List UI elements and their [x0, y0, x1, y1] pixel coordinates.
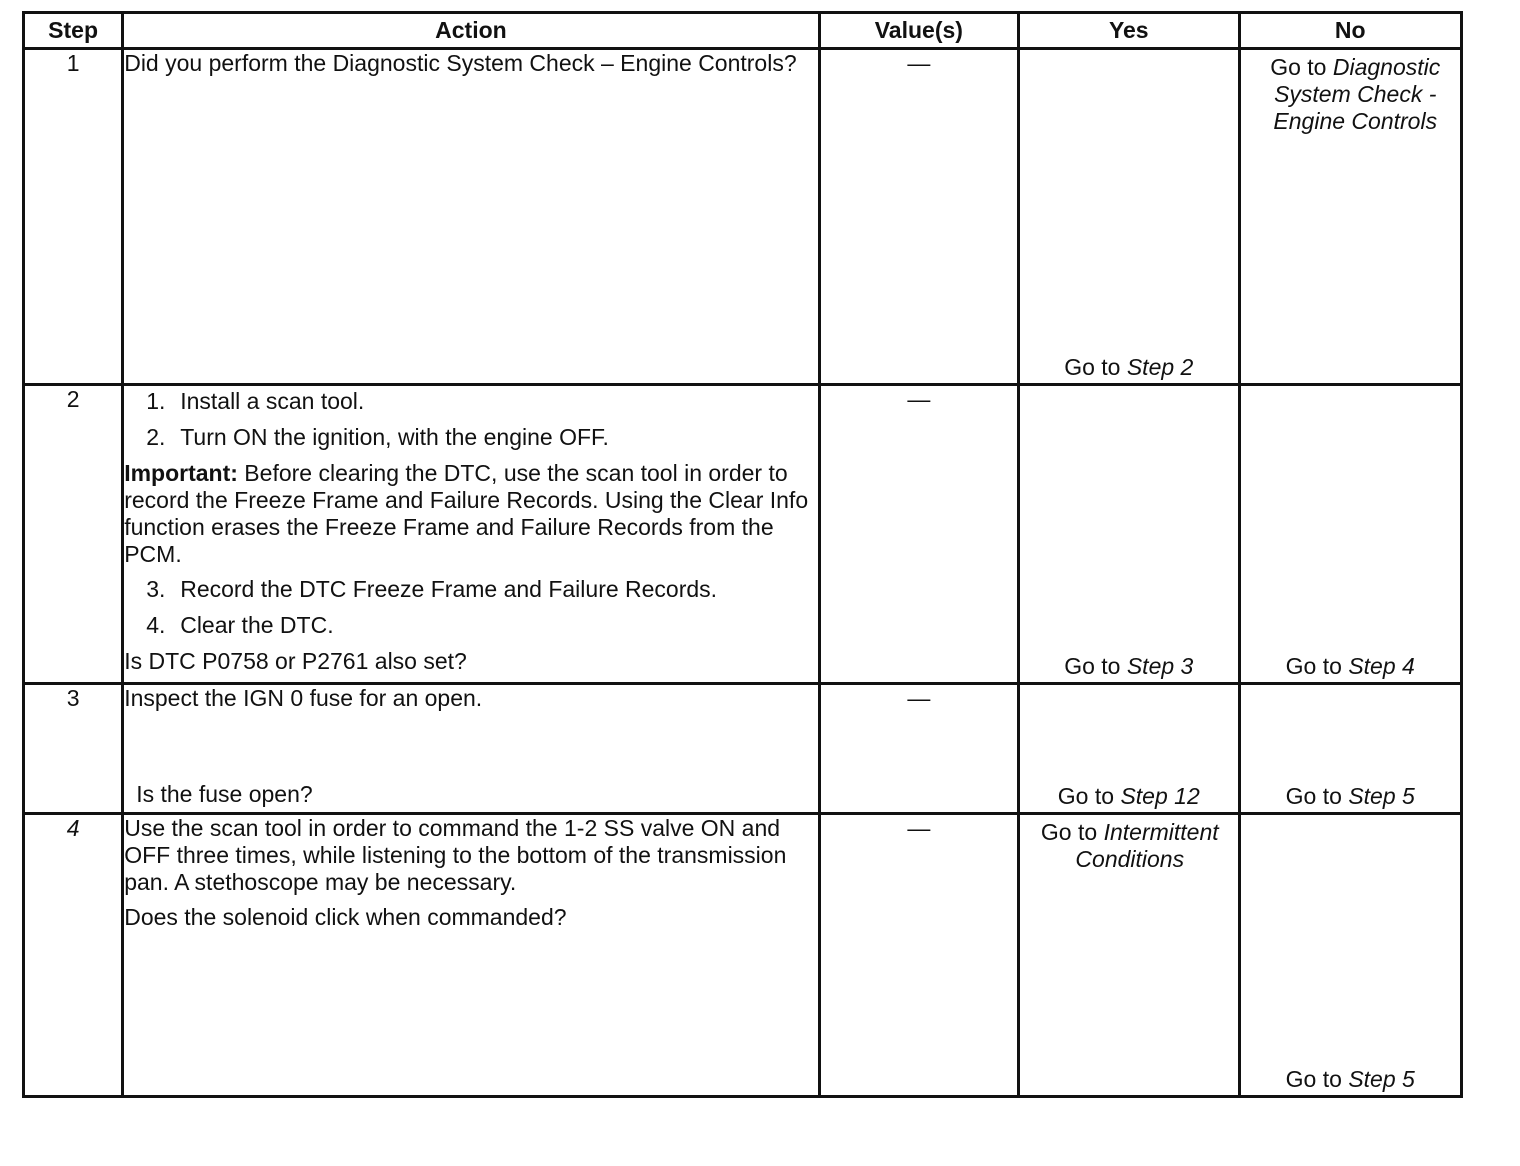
- no-cell: [1239, 684, 1462, 814]
- yes-cell: [1019, 814, 1239, 1097]
- value-text: —: [907, 685, 931, 711]
- value-cell: [819, 814, 1018, 1097]
- value-text: —: [907, 815, 931, 841]
- yes-goto[interactable]: [1020, 354, 1237, 381]
- no-goto[interactable]: [1241, 653, 1461, 680]
- value-text: —: [907, 386, 931, 412]
- action-cell: [123, 814, 819, 1097]
- no-goto-prefix: Go to: [1270, 54, 1333, 80]
- no-goto-prefix: Go to: [1285, 1066, 1349, 1092]
- header-step: Step: [24, 13, 123, 49]
- yes-cell: [1019, 684, 1239, 814]
- no-cell: [1239, 385, 1462, 684]
- action-text: Inspect the IGN 0 fuse for an open.: [124, 685, 483, 711]
- no-goto-prefix: Go to: [1285, 653, 1349, 679]
- list-item-text: Install a scan tool.: [180, 388, 365, 414]
- list-item-number: 1.: [146, 388, 166, 414]
- list-item-text: Turn ON the ignition, with the engine OFF.: [180, 424, 609, 450]
- action-text: Did you perform the Diagnostic System Check – Engine Controls?: [124, 50, 797, 76]
- list-item-number: 4.: [146, 612, 166, 638]
- yes-cell: [1019, 49, 1239, 385]
- list-item-number: 3.: [146, 576, 166, 602]
- yes-goto[interactable]: [1020, 783, 1237, 810]
- action-list-a: [124, 388, 817, 451]
- header-action: Action: [123, 13, 819, 49]
- no-goto-link[interactable]: Step 4: [1348, 653, 1415, 679]
- table-row-step-1: [24, 49, 1462, 385]
- yes-goto[interactable]: [1020, 653, 1237, 680]
- yes-goto-link[interactable]: Step 12: [1120, 783, 1200, 809]
- table-row-step-2: [24, 385, 1462, 684]
- value-cell: [819, 385, 1018, 684]
- action-question: Is DTC P0758 or P2761 also set?: [124, 648, 467, 674]
- header-values: Value(s): [819, 13, 1018, 49]
- header-yes: Yes: [1019, 13, 1239, 49]
- list-item-text: Clear the DTC.: [180, 612, 334, 638]
- yes-goto-prefix: Go to: [1064, 653, 1127, 679]
- action-question: Does the solenoid click when commanded?: [124, 904, 567, 930]
- no-goto-link[interactable]: Diagnostic System Check - Engine Controls: [1273, 54, 1441, 134]
- table-row-step-4: [24, 814, 1462, 1097]
- list-item: [124, 424, 817, 451]
- action-text: Use the scan tool in order to command the 1-2 SS valve ON and OFF three times, while listening to the bottom of the transmission pan. A stethoscope may be necessary.: [124, 815, 787, 895]
- no-goto-link[interactable]: Step 5: [1348, 1066, 1415, 1092]
- step-number: [24, 814, 123, 1097]
- list-item: [124, 388, 817, 415]
- action-cell: [123, 49, 819, 385]
- important-label: Important:: [124, 460, 238, 486]
- no-goto-link[interactable]: Step 5: [1348, 783, 1415, 809]
- no-goto[interactable]: [1241, 783, 1461, 810]
- no-goto-prefix: Go to: [1285, 783, 1349, 809]
- no-goto[interactable]: [1241, 50, 1461, 135]
- step-number: 1: [24, 49, 123, 385]
- yes-cell: [1019, 385, 1239, 684]
- yes-goto-link[interactable]: Step 3: [1126, 653, 1194, 679]
- diagnostic-table: [22, 11, 1463, 1098]
- no-goto[interactable]: [1241, 1066, 1461, 1093]
- table-row-step-3: [24, 684, 1462, 814]
- important-note: [124, 460, 817, 568]
- action-cell: [123, 385, 819, 684]
- header-no: No: [1239, 13, 1462, 49]
- yes-goto-prefix: Go to: [1040, 819, 1104, 845]
- list-item-text: Record the DTC Freeze Frame and Failure Records.: [180, 576, 718, 602]
- header-row: [24, 13, 1462, 49]
- value-text: —: [907, 50, 931, 76]
- important-text: Before clearing the DTC, use the scan tool in order to record the Freeze Frame and Failure Records. Using the Clear Info function erases the Freeze Frame and Failure Records from the PCM.: [124, 460, 809, 567]
- step-number-text: 4: [66, 815, 80, 841]
- value-cell: [819, 49, 1018, 385]
- action-list-b: [124, 576, 817, 639]
- list-item: [124, 612, 817, 639]
- yes-goto-link[interactable]: Step 2: [1126, 354, 1194, 380]
- no-cell: [1239, 814, 1462, 1097]
- list-item-number: 2.: [146, 424, 166, 450]
- yes-goto-prefix: Go to: [1064, 354, 1127, 380]
- list-item: [124, 576, 817, 603]
- action-question: Is the fuse open?: [136, 781, 313, 807]
- step-number: 3: [24, 684, 123, 814]
- action-cell: [123, 684, 819, 814]
- yes-goto-link[interactable]: Intermittent Conditions: [1075, 819, 1219, 872]
- yes-goto[interactable]: [1020, 815, 1237, 873]
- no-cell: [1239, 49, 1462, 385]
- step-number: 2: [24, 385, 123, 684]
- yes-goto-prefix: Go to: [1057, 783, 1121, 809]
- value-cell: [819, 684, 1018, 814]
